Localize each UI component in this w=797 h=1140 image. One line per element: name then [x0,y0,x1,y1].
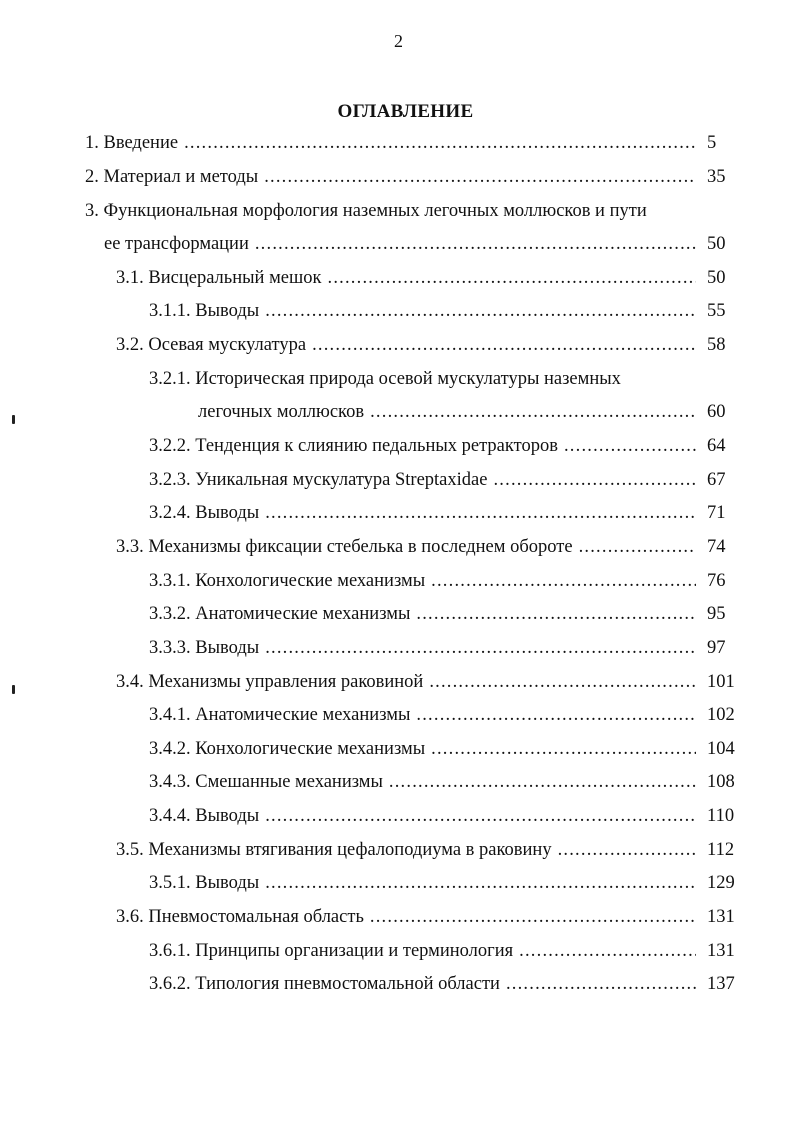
toc-entry-page: 74 [707,537,726,557]
toc-entry-title: 3.5. Механизмы втягивания цефалоподиума в раковину [116,840,552,860]
toc-entry [198,401,726,423]
toc-entry [116,906,735,928]
dot-leader [370,906,696,928]
toc-entry [149,603,726,625]
toc-entry [149,771,735,793]
toc-entry-page: 50 [707,268,726,288]
toc-entry-title: 3.3.1. Конхологические механизмы [149,571,426,591]
toc-entry-title: 3.4.1. Анатомические механизмы [149,705,411,725]
dot-leader [255,233,696,255]
toc-entry-title: 2. Материал и методы [85,167,259,187]
dot-leader [265,805,696,827]
toc-entry-page: 95 [707,604,726,624]
dot-leader [564,435,696,457]
toc-entry-title: 3.6.2. Типология пневмостомальной области [149,974,500,994]
toc-entry [116,671,735,693]
dot-leader [265,300,696,322]
dot-leader [416,603,696,625]
toc-entry [116,839,735,861]
dot-leader [265,637,696,659]
toc-entry [149,300,726,322]
dot-leader [370,401,696,423]
toc-entry-page: 102 [707,705,735,725]
toc-entry-page: 35 [707,167,726,187]
toc-entry-title: 3.2.4. Выводы [149,503,260,523]
toc-entry-title: 3.4.2. Конхологические механизмы [149,739,426,759]
toc-entry-title: 3.4.4. Выводы [149,806,260,826]
toc-entry-title: 3.6.1. Принципы организации и терминология [149,941,514,961]
dot-leader [312,334,696,356]
toc-entry-title: ее трансформации [104,234,249,254]
toc-entry-page: 101 [707,672,735,692]
dot-leader [184,132,696,154]
toc-entry-page: 112 [707,840,735,860]
toc-entry [116,536,726,558]
dot-leader [328,267,697,289]
toc-entry-title: 3.2.1. Историческая природа осевой мускулатуры наземных [149,369,621,389]
toc-entry [85,132,717,154]
dot-leader [506,973,696,995]
toc-entry [149,704,735,726]
toc-entry-page: 131 [707,941,735,961]
toc-entry [149,738,735,760]
toc-entry-page: 55 [707,301,726,321]
toc-entry-title: 3.3.2. Анатомические механизмы [149,604,411,624]
toc-entry-page: 71 [707,503,726,523]
toc-entry-title: 3.4.3. Смешанные механизмы [149,772,383,792]
toc-entry-title: 3.5.1. Выводы [149,873,260,893]
toc-entry-page: 5 [707,133,717,153]
toc-entry-page: 97 [707,638,726,658]
dot-leader [431,570,696,592]
toc-entry-title: 3.2. Осевая мускулатура [116,335,307,355]
dot-leader [265,502,696,524]
toc-entry [104,233,726,255]
scan-speck [12,685,15,694]
toc-entry-title: 3.1. Висцеральный мешок [116,268,322,288]
toc-entry [149,805,735,827]
dot-leader [579,536,696,558]
toc-entry [149,570,726,592]
toc-entry-page: 137 [707,974,735,994]
toc-entry [149,502,726,524]
dot-leader [493,469,696,491]
dot-leader [265,872,696,894]
toc-entry-page: 110 [707,806,735,826]
toc-entry-title: 3.1.1. Выводы [149,301,260,321]
dot-leader [264,166,696,188]
dot-leader [431,738,696,760]
toc-entry-title: 3.2.3. Уникальная мускулатура Streptaxidae [149,470,488,490]
toc-entry [149,469,726,491]
toc-entry [149,435,726,457]
toc-entry [116,334,726,356]
toc-entry [149,637,726,659]
toc-entry-page: 129 [707,873,735,893]
toc-entry-title: 3.2.2. Тенденция к слиянию педальных ретракторов [149,436,558,456]
toc-entry [85,166,726,188]
toc-entry-title: 3.4. Механизмы управления раковиной [116,672,424,692]
scan-speck [12,415,15,424]
toc-entry-page: 58 [707,335,726,355]
dot-leader [519,940,696,962]
toc-entry-page: 64 [707,436,726,456]
dot-leader [429,671,696,693]
toc-entry-title: 1. Введение [85,133,179,153]
toc-entry-title: легочных моллюсков [198,402,365,422]
toc-entry [149,973,735,995]
page-number: 2 [394,31,403,51]
toc-entry-page: 76 [707,571,726,591]
toc-entry-page: 67 [707,470,726,490]
dot-leader [416,704,696,726]
toc-entry [149,940,735,962]
toc-heading: ОГЛАВЛЕНИЕ [337,101,474,122]
toc-entry-page: 131 [707,907,735,927]
toc-entry-title: 3.6. Пневмостомальная область [116,907,364,927]
toc-entry-title: 3.3. Механизмы фиксации стебелька в последнем обороте [116,537,573,557]
toc-entry-page: 104 [707,739,735,759]
toc-entry [116,267,726,289]
dot-leader [389,771,696,793]
toc-entry-page: 108 [707,772,735,792]
toc-entry [149,872,735,894]
toc-entry-title: 3.3.3. Выводы [149,638,260,658]
toc-entry-title: 3. Функциональная морфология наземных легочных моллюсков и пути [85,201,647,221]
toc-entry-page: 50 [707,234,726,254]
toc-entry-page: 60 [707,402,726,422]
dot-leader [558,839,696,861]
